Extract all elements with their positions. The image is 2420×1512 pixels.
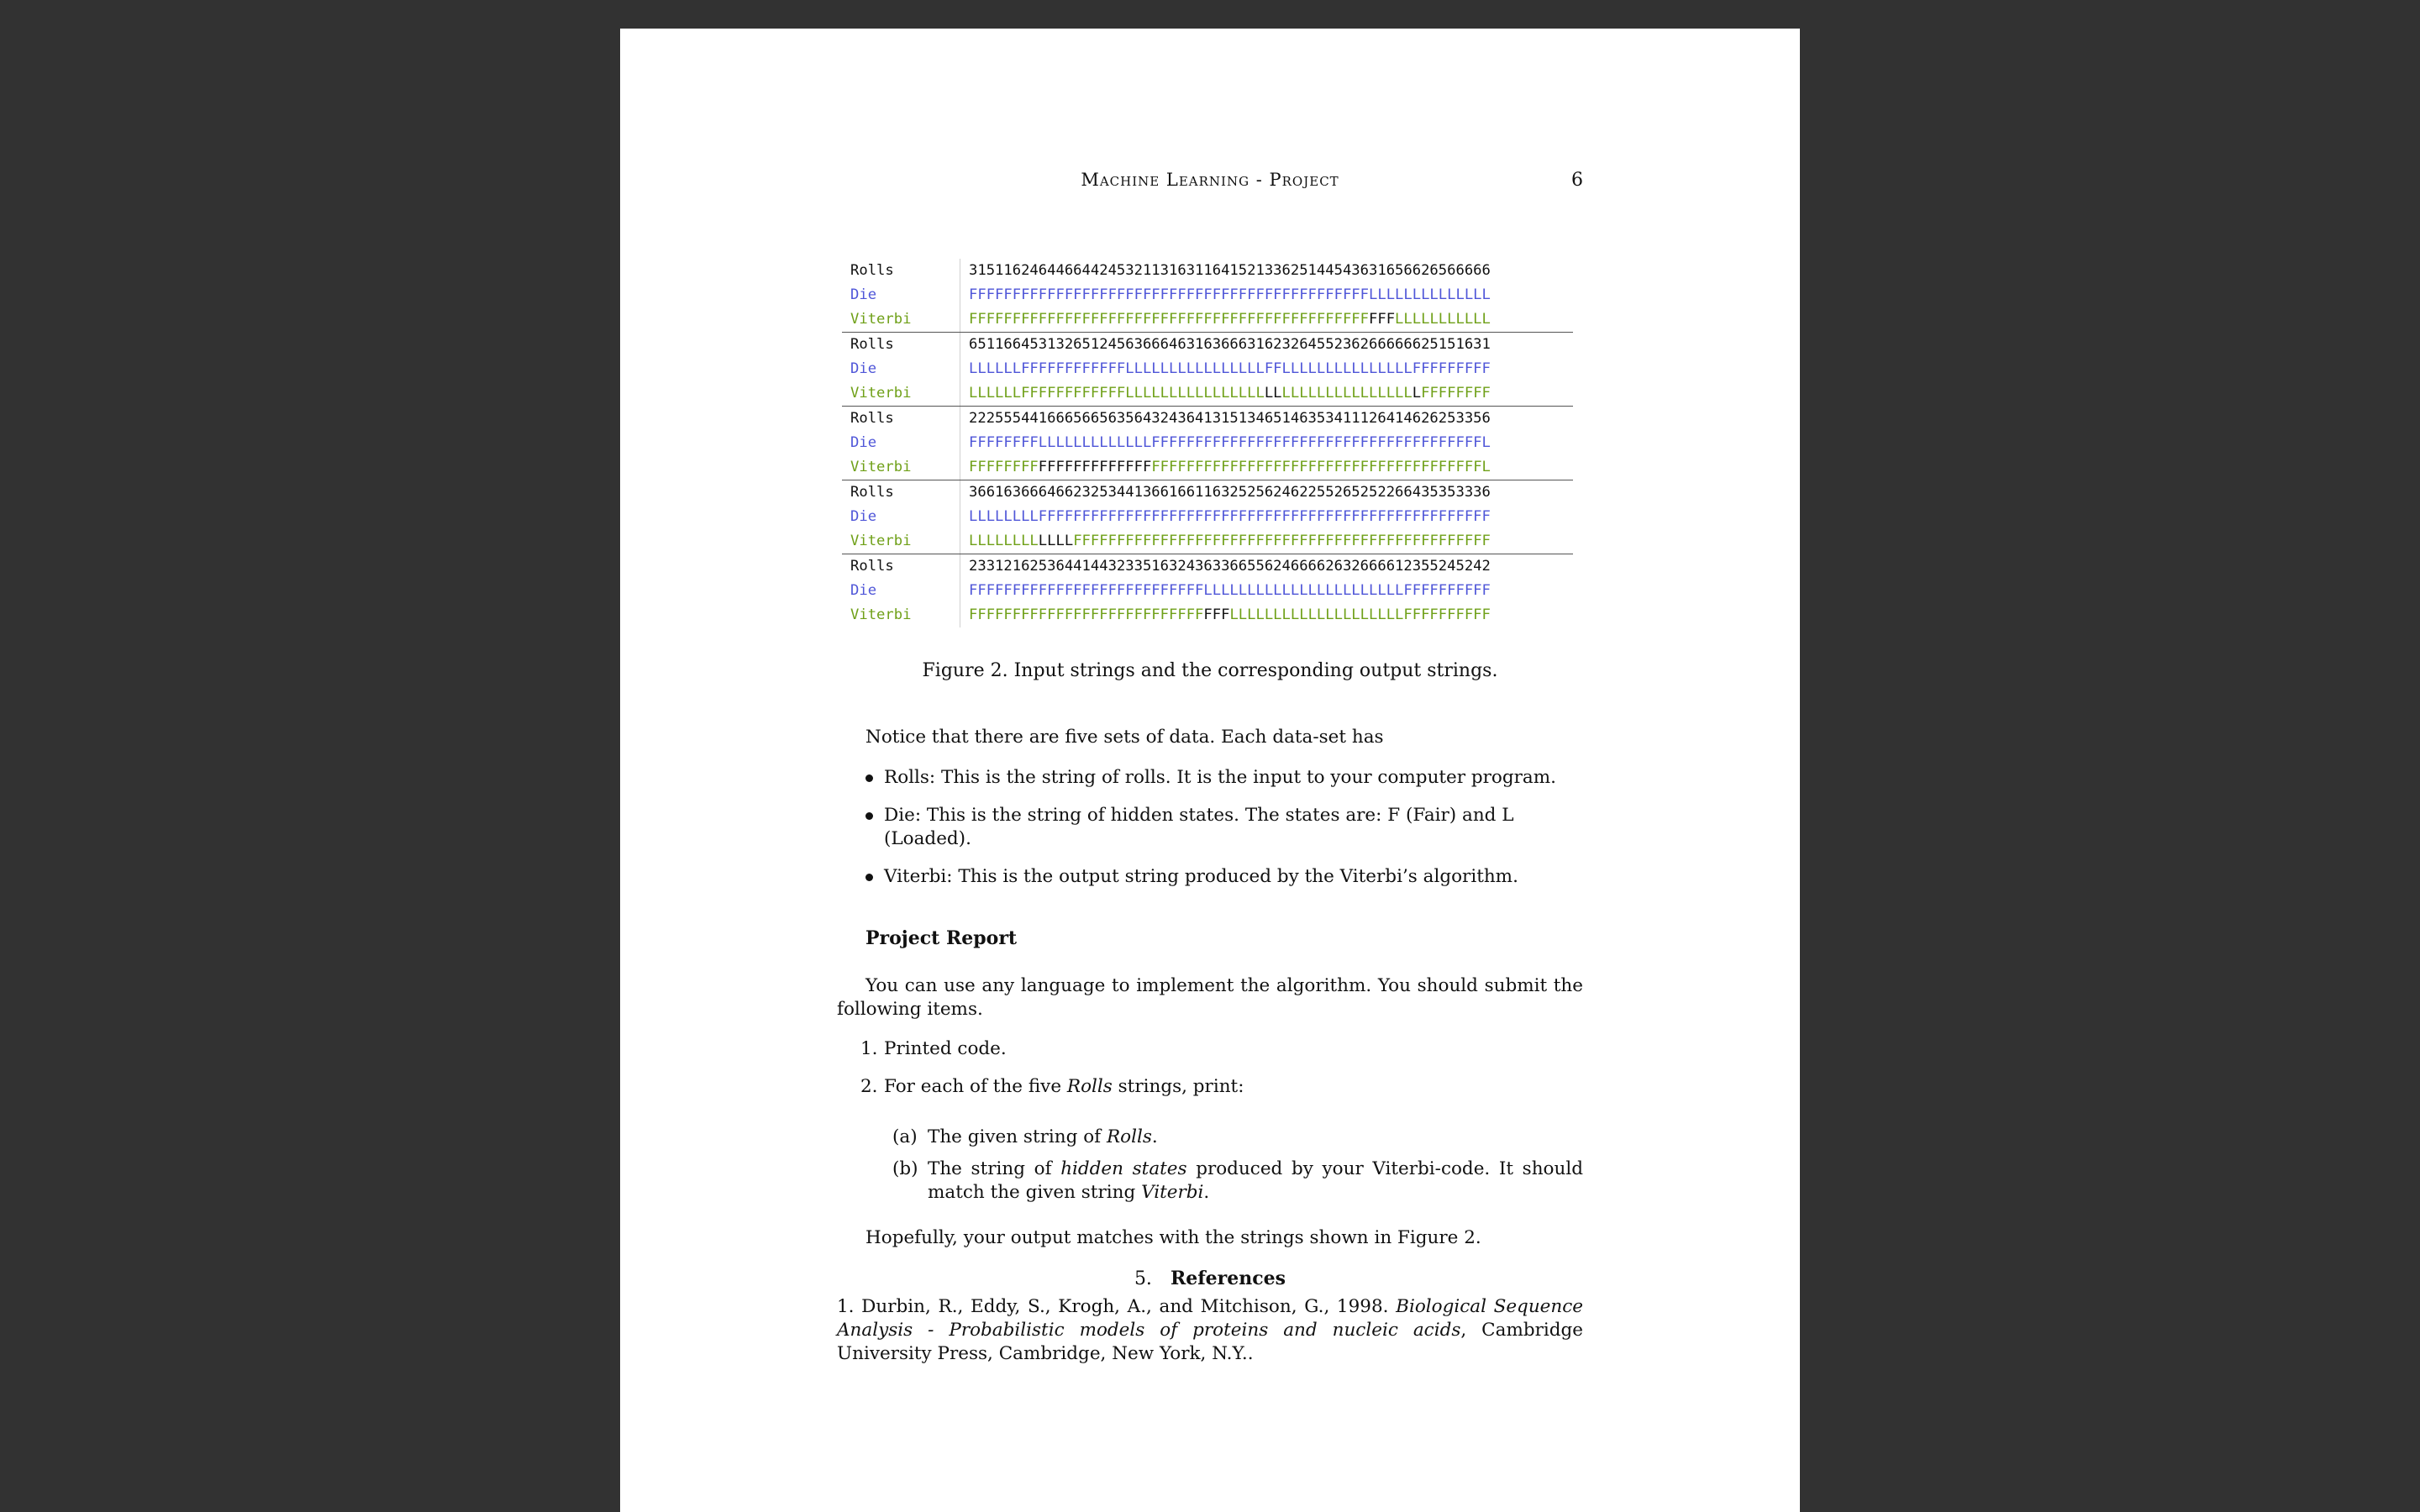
bullet-icon (865, 774, 873, 782)
sub-list-text: produced by your Viterbi-code. It should match the given string (928, 1158, 1583, 1203)
bullet-list (865, 766, 1583, 903)
viterbi-sequence: FFFFFFFFFFFFFFFFFFFFFFFFFFFFFFLLLLLLLLLLLLLLLLLLLLFFFFFFFFFF (969, 606, 1491, 623)
rolls-label: Rolls (842, 259, 960, 283)
die-row (842, 431, 1573, 455)
list-text: Printed code. (884, 1038, 1007, 1059)
page-number: 6 (1571, 170, 1583, 191)
rolls-row (842, 259, 1573, 283)
viterbi-row (842, 529, 1573, 554)
viterbi-row (842, 307, 1573, 333)
sub-list-emphasis: Rolls (1106, 1126, 1152, 1147)
sub-list-number: (a) (892, 1126, 918, 1147)
numbered-list (860, 1037, 1583, 1113)
die-label: Die (842, 505, 960, 529)
reference-entry (837, 1295, 1583, 1366)
bullet-item (865, 804, 1583, 851)
list-text: For each of the five (884, 1076, 1067, 1097)
die-sequence: FFFFFFFFFFFFFFFFFFFFFFFFFFFFFFFFFFFFFFFFFFFFFFLLLLLLLLLLLLLL (969, 286, 1491, 303)
viterbi-row (842, 381, 1573, 407)
die-row (842, 505, 1573, 529)
reference-text: 1. Durbin, R., Eddy, S., Krogh, A., and Mitchison, G., 1998. (837, 1296, 1397, 1317)
references-heading (837, 1268, 1583, 1289)
figure-caption: Figure 2. Input strings and the corresponding output strings. (922, 660, 1498, 681)
rolls-label: Rolls (842, 333, 960, 358)
viterbi-row (842, 455, 1573, 480)
references-title: References (1170, 1268, 1286, 1289)
viterbi-label: Viterbi (842, 307, 960, 333)
die-row (842, 579, 1573, 603)
closing-paragraph: Hopefully, your output matches with the strings shown in Figure 2. (865, 1227, 1481, 1248)
die-sequence: FFFFFFFFFFFFFFFFFFFFFFFFFFFLLLLLLLLLLLLLLLLLLLLLLLFFFFFFFFFF (969, 582, 1491, 599)
list-item (860, 1037, 1583, 1061)
list-text: strings, print: (1112, 1076, 1244, 1097)
sub-list (892, 1126, 1583, 1213)
bullet-icon (865, 874, 873, 881)
rolls-sequence: 222555441666566563564324364131513465146353411126414626253356 (969, 410, 1491, 427)
die-sequence: LLLLLLLLFFFFFFFFFFFFFFFFFFFFFFFFFFFFFFFFFFFFFFFFFFFFFFFFFFFF (969, 508, 1491, 525)
die-label: Die (842, 579, 960, 603)
notice-paragraph: Notice that there are five sets of data. Each data-set has (865, 727, 1384, 748)
bullet-text: Die: This is the string of hidden states. The states are: F (Fair) and L (Loaded). (884, 805, 1514, 849)
die-sequence: FFFFFFFFLLLLLLLLLLLLLFFFFFFFFFFFFFFFFFFFFFFFFFFFFFFFFFFFFFFL (969, 434, 1491, 451)
sub-list-item (892, 1126, 1583, 1149)
viterbi-sequence: FFFFFFFFFFFFFFFFFFFFFFFFFFFFFFFFFFFFFFFFFFFFFFFFFLLLLLLLLLLL (960, 307, 1574, 333)
report-paragraph: You can use any language to implement the algorithm. You should submit the following items. (837, 975, 1583, 1020)
bullet-item (865, 766, 1583, 790)
reference-text: , Cambridge University Press, Cambridge, New York, N.Y.. (837, 1320, 1583, 1364)
viterbi-label: Viterbi (842, 455, 960, 480)
list-emphasis: Rolls (1066, 1076, 1113, 1097)
viterbi-label: Viterbi (842, 603, 960, 627)
die-sequence: LLLLLLFFFFFFFFFFFFLLLLLLLLLLLLLLLLFFLLLLLLLLLLLLLLLFFFFFFFFF (969, 360, 1491, 377)
viterbi-row (842, 603, 1573, 627)
list-number: 2. (860, 1076, 878, 1097)
rolls-sequence: 651166453132651245636664631636663162326455236266666625151631 (969, 336, 1491, 353)
running-header (837, 170, 1583, 203)
rolls-label: Rolls (842, 407, 960, 432)
sub-list-text: . (1203, 1182, 1210, 1203)
bullet-text: Rolls: This is the string of rolls. It is the input to your computer program. (884, 767, 1556, 788)
viterbi-sequence: LLLLLLFFFFFFFFFFFFLLLLLLLLLLLLLLLLLLLLLLLLLLLLLLLLLLFFFFFFFF (960, 381, 1574, 407)
sub-list-text: . (1151, 1126, 1158, 1147)
bullet-item (865, 865, 1583, 889)
sequence-table (842, 259, 1573, 627)
rolls-row (842, 407, 1573, 432)
bullet-icon (865, 812, 873, 820)
die-label: Die (842, 431, 960, 455)
die-label: Die (842, 283, 960, 307)
viterbi-sequence: FFFFFFFFFFFFFFFFFFFFFFFFFFFFFFFFFFFFFFFFFFFFFFFFFFFFFFFFFFFL (960, 455, 1574, 480)
sub-list-number: (b) (892, 1158, 918, 1179)
reference-title: Biological Sequence Analysis - Probabilistic models of proteins and nucleic acids (837, 1296, 1584, 1341)
sub-list-item (892, 1158, 1583, 1205)
rolls-row (842, 333, 1573, 358)
viterbi-label: Viterbi (842, 529, 960, 554)
viterbi-sequence: LLLLLLLLLLLLFFFFFFFFFFFFFFFFFFFFFFFFFFFFFFFFFFFFFFFFFFFFFFFF (960, 529, 1574, 554)
document-page (620, 29, 1800, 1512)
list-item (860, 1075, 1583, 1099)
running-title: Machine Learning - Project (1081, 170, 1339, 190)
sub-list-text: The string of (928, 1158, 1061, 1179)
list-number: 1. (860, 1038, 878, 1059)
sub-list-emphasis: Viterbi (1141, 1182, 1204, 1203)
rolls-row (842, 554, 1573, 580)
viterbi-label: Viterbi (842, 381, 960, 407)
sub-list-emphasis: hidden states (1060, 1158, 1187, 1179)
rolls-sequence: 233121625364414432335163243633665562466662632666612355245242 (969, 558, 1491, 575)
die-row (842, 357, 1573, 381)
section-heading: Project Report (865, 927, 1018, 949)
die-row (842, 283, 1573, 307)
page-content (837, 29, 1583, 1512)
sub-list-text: The given string of (928, 1126, 1107, 1147)
rolls-sequence: 366163666466232534413661661163252562462255265252266435353336 (969, 484, 1491, 501)
section-number: 5. (1134, 1268, 1152, 1289)
die-label: Die (842, 357, 960, 381)
rolls-label: Rolls (842, 554, 960, 580)
rolls-label: Rolls (842, 480, 960, 506)
rolls-sequence: 315116246446644245321131631164152133625144543631656626566666 (969, 262, 1491, 279)
bullet-text: Viterbi: This is the output string produced by the Viterbi’s algorithm. (884, 866, 1518, 887)
rolls-row (842, 480, 1573, 506)
